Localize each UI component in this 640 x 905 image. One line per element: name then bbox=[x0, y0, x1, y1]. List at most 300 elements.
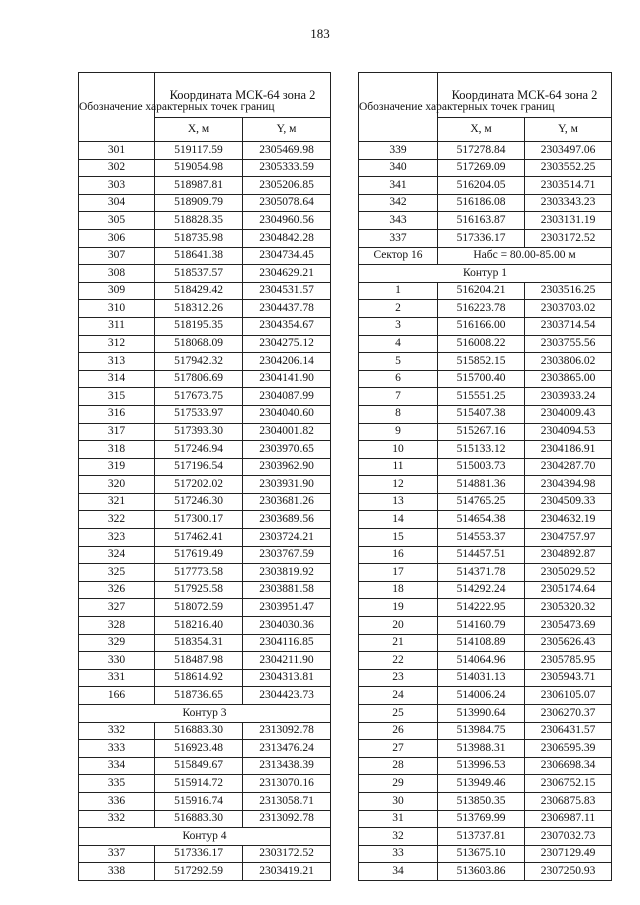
x-coordinate: 515914.72 bbox=[155, 775, 243, 793]
table-row bbox=[79, 405, 331, 423]
x-coordinate: 518068.09 bbox=[155, 335, 243, 353]
point-id: 317 bbox=[79, 423, 155, 441]
y-coordinate: 2303516.25 bbox=[525, 282, 612, 300]
x-coordinate: 517278.84 bbox=[438, 142, 525, 160]
x-coordinate: 518537.57 bbox=[155, 265, 243, 283]
point-id: 31 bbox=[359, 810, 438, 828]
point-id: 315 bbox=[79, 388, 155, 406]
point-id: 3 bbox=[359, 317, 438, 335]
table-row bbox=[79, 757, 331, 775]
point-id: 329 bbox=[79, 634, 155, 652]
sector-height-range: Набс = 80.00-85.00 м bbox=[438, 247, 612, 265]
table-row bbox=[359, 669, 612, 687]
y-coordinate: 2313092.78 bbox=[243, 722, 331, 740]
y-coordinate: 2303931.90 bbox=[243, 476, 331, 494]
point-id: 9 bbox=[359, 423, 438, 441]
table-row bbox=[359, 863, 612, 881]
table-row bbox=[359, 300, 612, 318]
point-id: 331 bbox=[79, 669, 155, 687]
point-id: 332 bbox=[79, 810, 155, 828]
table-row bbox=[359, 317, 612, 335]
table-row bbox=[359, 740, 612, 758]
y-coordinate: 2303767.59 bbox=[243, 546, 331, 564]
x-coordinate: 517533.97 bbox=[155, 405, 243, 423]
y-coordinate: 2304354.67 bbox=[243, 317, 331, 335]
table-row bbox=[359, 617, 612, 635]
y-coordinate: 2304960.56 bbox=[243, 212, 331, 230]
coord-system-header: Координата МСК-64 зона 2 bbox=[438, 73, 612, 118]
point-id: 312 bbox=[79, 335, 155, 353]
x-coordinate: 518641.38 bbox=[155, 247, 243, 265]
point-id: 14 bbox=[359, 511, 438, 529]
table-row bbox=[79, 423, 331, 441]
point-id: 328 bbox=[79, 617, 155, 635]
x-coordinate: 517246.94 bbox=[155, 441, 243, 459]
point-id: 343 bbox=[359, 212, 438, 230]
contour-label: Контур 4 bbox=[79, 828, 331, 846]
x-coordinate: 513988.31 bbox=[438, 740, 525, 758]
point-id: 305 bbox=[79, 212, 155, 230]
table-row bbox=[79, 441, 331, 459]
y-coordinate: 2304632.19 bbox=[525, 511, 612, 529]
table-row bbox=[79, 335, 331, 353]
table-row bbox=[79, 194, 331, 212]
contour-label: Контур 1 bbox=[359, 265, 612, 283]
table-row bbox=[79, 476, 331, 494]
y-coordinate: 2304892.87 bbox=[525, 546, 612, 564]
table-row bbox=[359, 335, 612, 353]
table-row bbox=[359, 634, 612, 652]
y-coordinate: 2303552.25 bbox=[525, 159, 612, 177]
point-id: 20 bbox=[359, 617, 438, 635]
x-coordinate: 514765.25 bbox=[438, 493, 525, 511]
table-row bbox=[79, 265, 331, 283]
table-row bbox=[359, 142, 612, 160]
y-coordinate: 2305473.69 bbox=[525, 617, 612, 635]
y-coordinate: 2307032.73 bbox=[525, 828, 612, 846]
x-coordinate: 514108.89 bbox=[438, 634, 525, 652]
table-row bbox=[359, 388, 612, 406]
y-coordinate: 2304040.60 bbox=[243, 405, 331, 423]
y-coordinate: 2304629.21 bbox=[243, 265, 331, 283]
point-id: 25 bbox=[359, 705, 438, 723]
point-id: 12 bbox=[359, 476, 438, 494]
point-id: 306 bbox=[79, 229, 155, 247]
table-row bbox=[359, 757, 612, 775]
point-id: 17 bbox=[359, 564, 438, 582]
table-row bbox=[79, 581, 331, 599]
y-coordinate: 2304509.33 bbox=[525, 493, 612, 511]
x-coordinate: 514553.37 bbox=[438, 529, 525, 547]
contour-section-row bbox=[79, 828, 331, 846]
table-row bbox=[79, 370, 331, 388]
y-coordinate: 2307250.93 bbox=[525, 863, 612, 881]
y-coordinate: 2305469.98 bbox=[243, 142, 331, 160]
y-coordinate: 2307129.49 bbox=[525, 845, 612, 863]
page-number: 183 bbox=[310, 26, 330, 41]
point-id: 337 bbox=[79, 845, 155, 863]
y-coordinate: 2303703.02 bbox=[525, 300, 612, 318]
x-coordinate: 514371.78 bbox=[438, 564, 525, 582]
x-coordinate: 513949.46 bbox=[438, 775, 525, 793]
right-table-body bbox=[359, 142, 612, 881]
table-row bbox=[79, 669, 331, 687]
table-row bbox=[359, 423, 612, 441]
x-coordinate: 515852.15 bbox=[438, 353, 525, 371]
x-coordinate: 517925.58 bbox=[155, 581, 243, 599]
table-row bbox=[359, 177, 612, 195]
y-coordinate: 2303131.19 bbox=[525, 212, 612, 230]
x-coordinate: 517619.49 bbox=[155, 546, 243, 564]
x-coordinate: 516204.05 bbox=[438, 177, 525, 195]
x-coordinate: 513996.53 bbox=[438, 757, 525, 775]
y-coordinate: 2313058.71 bbox=[243, 792, 331, 810]
point-id: 302 bbox=[79, 159, 155, 177]
y-coordinate: 2303819.92 bbox=[243, 564, 331, 582]
point-id: 314 bbox=[79, 370, 155, 388]
table-row bbox=[79, 300, 331, 318]
table-row bbox=[359, 511, 612, 529]
y-coordinate: 2304423.73 bbox=[243, 687, 331, 705]
x-coordinate: 516883.30 bbox=[155, 810, 243, 828]
y-coordinate: 2303172.52 bbox=[243, 845, 331, 863]
point-id: 16 bbox=[359, 546, 438, 564]
x-coordinate: 514292.24 bbox=[438, 581, 525, 599]
table-row bbox=[79, 845, 331, 863]
x-coordinate: 514457.51 bbox=[438, 546, 525, 564]
y-coordinate: 2304116.85 bbox=[243, 634, 331, 652]
point-id: 332 bbox=[79, 722, 155, 740]
y-coordinate: 2304001.82 bbox=[243, 423, 331, 441]
point-id: 32 bbox=[359, 828, 438, 846]
x-coordinate: 518487.98 bbox=[155, 652, 243, 670]
x-coordinate: 516204.21 bbox=[438, 282, 525, 300]
point-id: 333 bbox=[79, 740, 155, 758]
table-row bbox=[79, 511, 331, 529]
y-coordinate: 2303755.56 bbox=[525, 335, 612, 353]
x-coordinate: 519054.98 bbox=[155, 159, 243, 177]
point-id: 19 bbox=[359, 599, 438, 617]
table-row bbox=[359, 581, 612, 599]
y-coordinate: 2303343.23 bbox=[525, 194, 612, 212]
point-id: 335 bbox=[79, 775, 155, 793]
y-coordinate: 2304394.98 bbox=[525, 476, 612, 494]
point-id: 34 bbox=[359, 863, 438, 881]
x-coordinate: 517336.17 bbox=[155, 845, 243, 863]
point-id: 340 bbox=[359, 159, 438, 177]
point-id: 301 bbox=[79, 142, 155, 160]
point-id: 322 bbox=[79, 511, 155, 529]
y-coordinate: 2304087.99 bbox=[243, 388, 331, 406]
y-coordinate: 2303497.06 bbox=[525, 142, 612, 160]
x-coordinate: 515849.67 bbox=[155, 757, 243, 775]
point-id: 7 bbox=[359, 388, 438, 406]
x-coordinate: 518354.31 bbox=[155, 634, 243, 652]
x-coordinate: 517202.02 bbox=[155, 476, 243, 494]
point-id: 27 bbox=[359, 740, 438, 758]
y-coordinate: 2303962.90 bbox=[243, 458, 331, 476]
point-id: 313 bbox=[79, 353, 155, 371]
x-column-header: X, м bbox=[438, 118, 525, 142]
point-id: 339 bbox=[359, 142, 438, 160]
y-coordinate: 2303865.00 bbox=[525, 370, 612, 388]
point-id: 323 bbox=[79, 529, 155, 547]
x-coordinate: 518614.92 bbox=[155, 669, 243, 687]
y-coordinate: 2304206.14 bbox=[243, 353, 331, 371]
table-row bbox=[79, 159, 331, 177]
x-coordinate: 517773.58 bbox=[155, 564, 243, 582]
point-id: 320 bbox=[79, 476, 155, 494]
y-coordinate: 2305943.71 bbox=[525, 669, 612, 687]
y-coordinate: 2306752.15 bbox=[525, 775, 612, 793]
x-coordinate: 515551.25 bbox=[438, 388, 525, 406]
table-row bbox=[79, 634, 331, 652]
table-row bbox=[79, 317, 331, 335]
x-coordinate: 517462.41 bbox=[155, 529, 243, 547]
x-coordinate: 517673.75 bbox=[155, 388, 243, 406]
y-coordinate: 2305785.95 bbox=[525, 652, 612, 670]
x-coordinate: 516166.00 bbox=[438, 317, 525, 335]
point-id: 21 bbox=[359, 634, 438, 652]
y-coordinate: 2304531.57 bbox=[243, 282, 331, 300]
point-id: 2 bbox=[359, 300, 438, 318]
y-coordinate: 2303714.54 bbox=[525, 317, 612, 335]
point-id: 321 bbox=[79, 493, 155, 511]
x-coordinate: 517196.54 bbox=[155, 458, 243, 476]
y-coordinate: 2306595.39 bbox=[525, 740, 612, 758]
table-row bbox=[79, 546, 331, 564]
x-coordinate: 515916.74 bbox=[155, 792, 243, 810]
point-id: 327 bbox=[79, 599, 155, 617]
table-row bbox=[79, 599, 331, 617]
x-coordinate: 514064.96 bbox=[438, 652, 525, 670]
table-row bbox=[79, 529, 331, 547]
x-coordinate: 518195.35 bbox=[155, 317, 243, 335]
point-id: 316 bbox=[79, 405, 155, 423]
point-id: 318 bbox=[79, 441, 155, 459]
point-id: 326 bbox=[79, 581, 155, 599]
x-coordinate: 514222.95 bbox=[438, 599, 525, 617]
table-row bbox=[79, 687, 331, 705]
y-coordinate: 2305078.64 bbox=[243, 194, 331, 212]
y-coordinate: 2304313.81 bbox=[243, 669, 331, 687]
point-label-header: Обозначение характерных точек границ bbox=[359, 73, 438, 142]
y-coordinate: 2303806.02 bbox=[525, 353, 612, 371]
point-id: 8 bbox=[359, 405, 438, 423]
x-coordinate: 518735.98 bbox=[155, 229, 243, 247]
x-column-header: X, м bbox=[155, 118, 243, 142]
table-row bbox=[359, 370, 612, 388]
x-coordinate: 513675.10 bbox=[438, 845, 525, 863]
y-coordinate: 2306987.11 bbox=[525, 810, 612, 828]
x-coordinate: 513603.86 bbox=[438, 863, 525, 881]
table-row bbox=[79, 353, 331, 371]
table-row bbox=[359, 353, 612, 371]
x-coordinate: 516223.78 bbox=[438, 300, 525, 318]
table-row bbox=[359, 810, 612, 828]
y-coordinate: 2303689.56 bbox=[243, 511, 331, 529]
table-row bbox=[359, 705, 612, 723]
point-id: 4 bbox=[359, 335, 438, 353]
y-coordinate: 2304437.78 bbox=[243, 300, 331, 318]
point-id: 336 bbox=[79, 792, 155, 810]
point-id: 29 bbox=[359, 775, 438, 793]
point-id: 342 bbox=[359, 194, 438, 212]
table-row bbox=[79, 564, 331, 582]
y-coordinate: 2303724.21 bbox=[243, 529, 331, 547]
table-row bbox=[79, 810, 331, 828]
y-coordinate: 2305029.52 bbox=[525, 564, 612, 582]
table-row bbox=[79, 142, 331, 160]
table-row bbox=[359, 229, 612, 247]
y-coordinate: 2305174.64 bbox=[525, 581, 612, 599]
x-coordinate: 515003.73 bbox=[438, 458, 525, 476]
y-coordinate: 2304287.70 bbox=[525, 458, 612, 476]
table-row bbox=[79, 282, 331, 300]
table-row bbox=[79, 212, 331, 230]
y-coordinate: 2304030.36 bbox=[243, 617, 331, 635]
point-id: 330 bbox=[79, 652, 155, 670]
table-row bbox=[79, 493, 331, 511]
point-id: 33 bbox=[359, 845, 438, 863]
sector-row bbox=[359, 247, 612, 265]
point-id: 18 bbox=[359, 581, 438, 599]
x-coordinate: 517393.30 bbox=[155, 423, 243, 441]
y-coordinate: 2303172.52 bbox=[525, 229, 612, 247]
x-coordinate: 517942.32 bbox=[155, 353, 243, 371]
y-coordinate: 2306105.07 bbox=[525, 687, 612, 705]
x-coordinate: 516163.87 bbox=[438, 212, 525, 230]
table-row bbox=[359, 529, 612, 547]
table-row bbox=[79, 792, 331, 810]
x-coordinate: 515267.16 bbox=[438, 423, 525, 441]
point-id: 308 bbox=[79, 265, 155, 283]
table-row bbox=[79, 863, 331, 881]
table-row bbox=[359, 828, 612, 846]
table-row bbox=[359, 687, 612, 705]
y-coordinate: 2303881.58 bbox=[243, 581, 331, 599]
y-coordinate: 2303951.47 bbox=[243, 599, 331, 617]
table-row bbox=[359, 493, 612, 511]
x-coordinate: 518987.81 bbox=[155, 177, 243, 195]
y-coordinate: 2305206.85 bbox=[243, 177, 331, 195]
x-coordinate: 513850.35 bbox=[438, 792, 525, 810]
x-coordinate: 514031.13 bbox=[438, 669, 525, 687]
y-coordinate: 2304734.45 bbox=[243, 247, 331, 265]
table-row bbox=[79, 458, 331, 476]
point-id: 319 bbox=[79, 458, 155, 476]
x-coordinate: 515407.38 bbox=[438, 405, 525, 423]
x-coordinate: 517246.30 bbox=[155, 493, 243, 511]
table-row bbox=[359, 159, 612, 177]
point-id: 307 bbox=[79, 247, 155, 265]
table-row bbox=[359, 652, 612, 670]
point-id: 337 bbox=[359, 229, 438, 247]
point-id: 26 bbox=[359, 722, 438, 740]
x-coordinate: 517336.17 bbox=[438, 229, 525, 247]
point-id: 303 bbox=[79, 177, 155, 195]
y-coordinate: 2304186.91 bbox=[525, 441, 612, 459]
table-row bbox=[79, 652, 331, 670]
y-coordinate: 2313070.16 bbox=[243, 775, 331, 793]
contour-section-row bbox=[359, 265, 612, 283]
point-id: 334 bbox=[79, 757, 155, 775]
x-coordinate: 513990.64 bbox=[438, 705, 525, 723]
table-row bbox=[359, 599, 612, 617]
table-row bbox=[359, 546, 612, 564]
x-coordinate: 518216.40 bbox=[155, 617, 243, 635]
table-row bbox=[79, 740, 331, 758]
point-id: 24 bbox=[359, 687, 438, 705]
y-coordinate: 2303970.65 bbox=[243, 441, 331, 459]
y-coordinate: 2305333.59 bbox=[243, 159, 331, 177]
table-row bbox=[79, 247, 331, 265]
table-row bbox=[359, 775, 612, 793]
sector-label: Сектор 16 bbox=[359, 247, 438, 265]
y-coordinate: 2306875.83 bbox=[525, 792, 612, 810]
table-row bbox=[79, 229, 331, 247]
point-id: 10 bbox=[359, 441, 438, 459]
left-table-body bbox=[79, 142, 331, 881]
y-coordinate: 2313092.78 bbox=[243, 810, 331, 828]
point-id: 22 bbox=[359, 652, 438, 670]
point-id: 15 bbox=[359, 529, 438, 547]
point-id: 311 bbox=[79, 317, 155, 335]
x-coordinate: 518312.26 bbox=[155, 300, 243, 318]
x-coordinate: 518429.42 bbox=[155, 282, 243, 300]
point-id: 304 bbox=[79, 194, 155, 212]
y-coordinate: 2304211.90 bbox=[243, 652, 331, 670]
x-coordinate: 519117.59 bbox=[155, 142, 243, 160]
x-coordinate: 518736.65 bbox=[155, 687, 243, 705]
x-coordinate: 516883.30 bbox=[155, 722, 243, 740]
table-row bbox=[79, 388, 331, 406]
y-coordinate: 2306698.34 bbox=[525, 757, 612, 775]
point-id: 23 bbox=[359, 669, 438, 687]
y-coordinate: 2306270.37 bbox=[525, 705, 612, 723]
x-coordinate: 516008.22 bbox=[438, 335, 525, 353]
x-coordinate: 515133.12 bbox=[438, 441, 525, 459]
contour-section-row bbox=[79, 705, 331, 723]
y-coordinate: 2304009.43 bbox=[525, 405, 612, 423]
table-row bbox=[359, 476, 612, 494]
table-row bbox=[359, 845, 612, 863]
x-coordinate: 518828.35 bbox=[155, 212, 243, 230]
contour-label: Контур 3 bbox=[79, 705, 331, 723]
y-column-header: Y, м bbox=[243, 118, 331, 142]
table-row bbox=[359, 458, 612, 476]
x-coordinate: 513984.75 bbox=[438, 722, 525, 740]
point-id: 338 bbox=[79, 863, 155, 881]
y-coordinate: 2303514.71 bbox=[525, 177, 612, 195]
table-row bbox=[79, 177, 331, 195]
x-coordinate: 518072.59 bbox=[155, 599, 243, 617]
point-id: 310 bbox=[79, 300, 155, 318]
table-row bbox=[359, 722, 612, 740]
table-row bbox=[79, 617, 331, 635]
coord-system-header: Координата МСК-64 зона 2 bbox=[155, 73, 331, 118]
table-row bbox=[79, 722, 331, 740]
point-id: 28 bbox=[359, 757, 438, 775]
y-coordinate: 2303933.24 bbox=[525, 388, 612, 406]
x-coordinate: 514654.38 bbox=[438, 511, 525, 529]
table-row bbox=[359, 405, 612, 423]
x-coordinate: 513769.99 bbox=[438, 810, 525, 828]
table-row bbox=[359, 564, 612, 582]
point-id: 325 bbox=[79, 564, 155, 582]
point-id: 309 bbox=[79, 282, 155, 300]
table-row bbox=[359, 194, 612, 212]
